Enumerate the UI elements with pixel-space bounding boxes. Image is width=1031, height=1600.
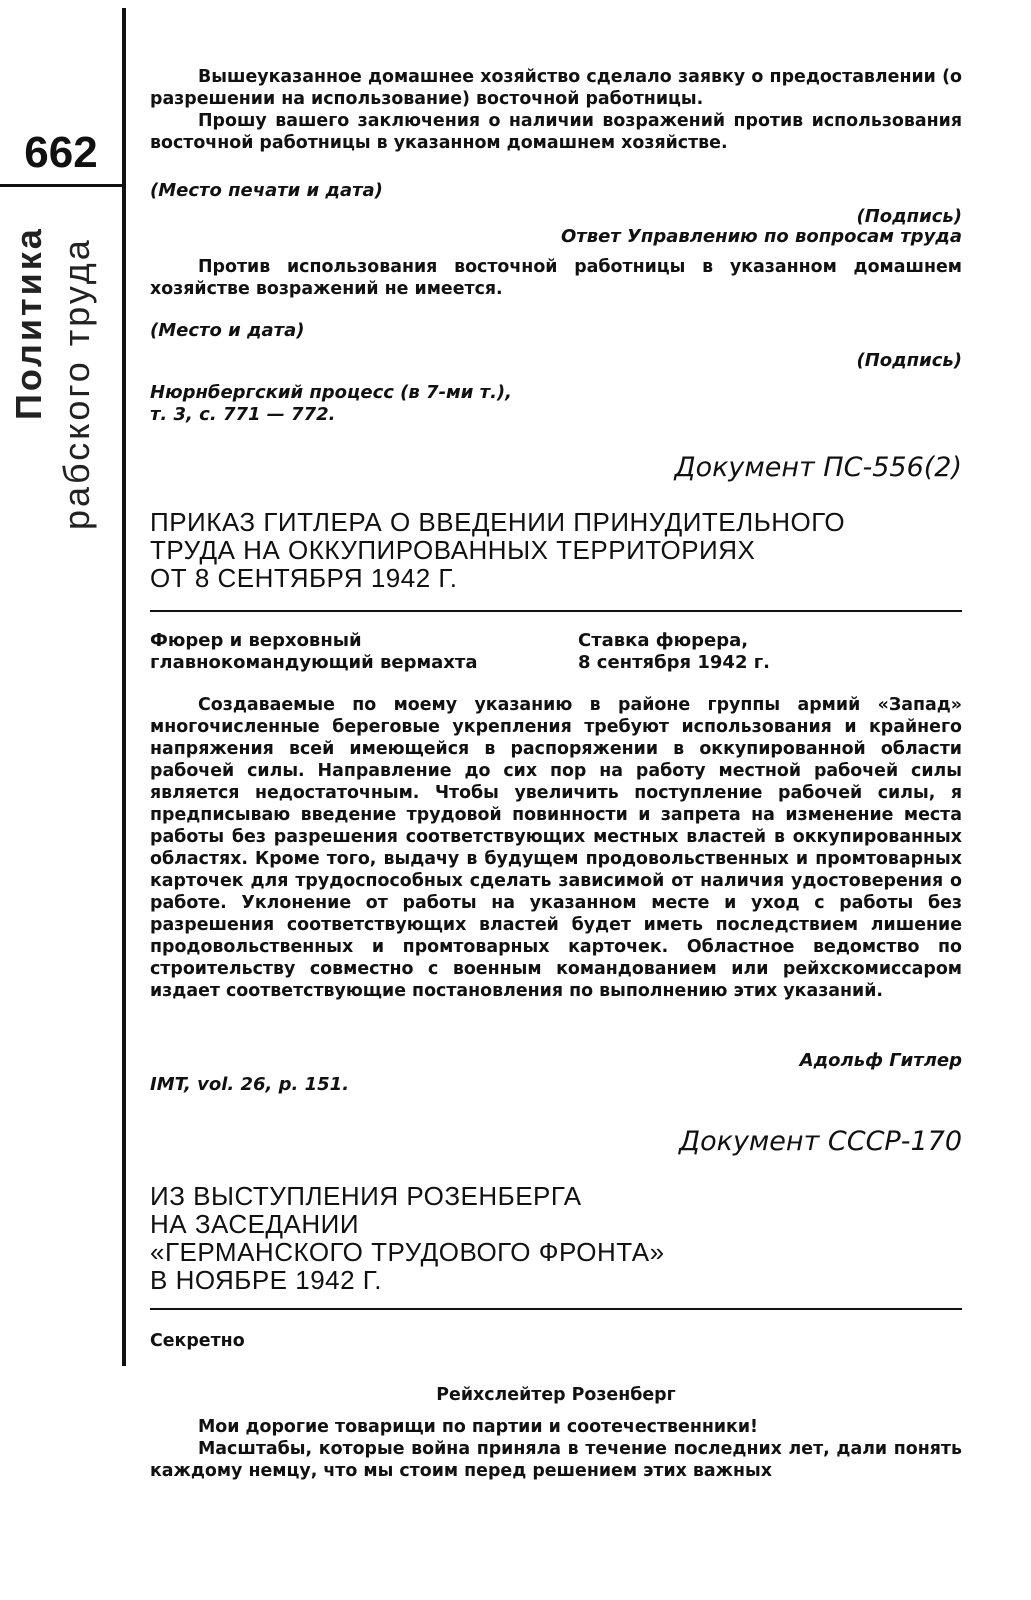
place-date-block (578, 630, 962, 674)
margin-vertical-rule (122, 8, 126, 1366)
document-title-1-line1: ПРИКАЗ ГИТЛЕРА О ВВЕДЕНИИ ПРИНУДИТЕЛЬНОГО (150, 507, 846, 537)
speech-body (150, 1416, 962, 1482)
running-title-line1: Политика (8, 226, 49, 420)
sender-block (150, 630, 578, 674)
running-title-line2: рабского труда (56, 237, 97, 530)
page-number: 662 (24, 128, 98, 177)
document-title-2 (150, 1182, 962, 1294)
document-number-1: Документ ПС-556(2) (674, 452, 962, 483)
request-paragraph-1: Вышеуказанное домашнее хозяйство сделало заявку о предоставлении (о разрешении на использование) восточной работницы. (150, 67, 962, 109)
classification-label: Секретно (150, 1331, 245, 1351)
place-line2: 8 сентября 1942 г. (578, 652, 770, 673)
speech-paragraph: Масштабы, которые война приняла в течение последних лет, дали понять каждому немцу, что мы стоим перед решением этих важных (150, 1439, 962, 1481)
speech-greeting: Мои дорогие товарищи по партии и соотечественники! (198, 1417, 758, 1437)
document-title-1-line3: ОТ 8 СЕНТЯБРЯ 1942 Г. (150, 563, 458, 593)
order-signature: Адольф Гитлер (799, 1050, 962, 1071)
order-paragraph: Создаваемые по моему указанию в районе группы армий «Запад» многочисленные береговые укрепления требуют использования и крайнего напряжения всей имеющейся в распоряжении в оккупированной области рабочей силы. Направление до сих пор на работу местной рабочей силы является недостаточным. Чтобы увеличить поступление рабочей силы, я предписываю введение трудовой повинности и запрета на изменение места работы без разрешения соответствующих местных властей в оккупированных областях. Кроме того, выдачу в будущем продовольственных и промтоварных карточек для трудоспособных сделать зависимой от наличия удостоверения о работе. Уклонение от работы на указанном месте и уход с работы без разрешения соответствующих властей будет иметь последствием лишение продовольственных и промтоварных карточек. Областное ведомство по строительству совместно с военным командованием или рейхскомиссаром издает соответствующие постановления по выполнению этих указаний. (150, 695, 962, 1001)
place-stamp-date: (Место печати и дата) (150, 180, 383, 201)
document-title-1-line2: ТРУДА НА ОККУПИРОВАННЫХ ТЕРРИТОРИЯХ (150, 535, 756, 565)
answer-heading: Ответ Управлению по вопросам труда (560, 226, 962, 247)
divider-1 (150, 610, 962, 612)
source-citation-line1: Нюрнбергский процесс (в 7-ми т.), (150, 382, 512, 403)
speaker-name: Рейхслейтер Розенберг (436, 1385, 676, 1405)
document-title-1 (150, 508, 962, 592)
place-date: (Место и дата) (150, 320, 305, 341)
signature-2: (Подпись) (856, 350, 962, 371)
request-form (150, 66, 962, 154)
source-citation (150, 382, 962, 426)
request-paragraph-2: Прошу вашего заключения о наличии возражений против использования восточной работницы в указанном домашнем хозяйстве. (150, 111, 962, 153)
order-source: IMT, vol. 26, p. 151. (150, 1074, 350, 1095)
sender-line1: Фюрер и верховный (150, 630, 362, 651)
document-title-2-line2: НА ЗАСЕДАНИИ (150, 1209, 360, 1239)
answer-paragraph: Против использования восточной работницы в указанном домашнем хозяйстве возражений не имеется. (150, 257, 962, 299)
page-number-rule (0, 184, 122, 187)
divider-2 (150, 1308, 962, 1310)
signature-1: (Подпись) (856, 206, 962, 227)
sender-line2: главнокомандующий вермахта (150, 652, 478, 673)
answer-block (150, 256, 962, 300)
document-title-2-line4: В НОЯБРЕ 1942 Г. (150, 1265, 382, 1295)
document-title-2-line3: «ГЕРМАНСКОГО ТРУДОВОГО ФРОНТА» (150, 1237, 665, 1267)
place-line1: Ставка фюрера, (578, 630, 749, 651)
source-citation-line2: т. 3, с. 771 — 772. (150, 404, 336, 425)
page-margin (0, 0, 120, 560)
document-header-1 (150, 630, 962, 674)
document-title-2-line1: ИЗ ВЫСТУПЛЕНИЯ РОЗЕНБЕРГА (150, 1181, 582, 1211)
order-body (150, 694, 962, 1002)
document-number-2: Документ СССР-170 (679, 1126, 962, 1157)
